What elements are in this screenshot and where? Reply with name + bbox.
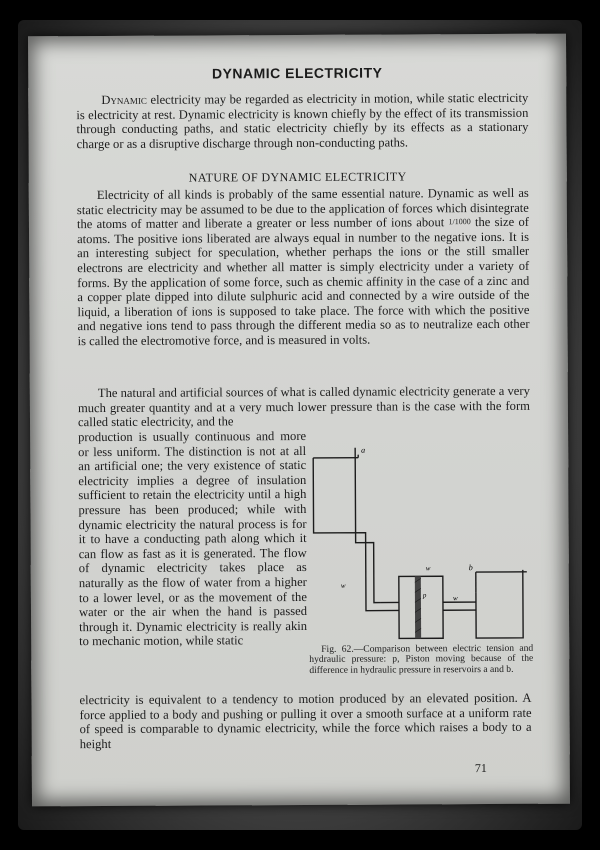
label-b: b <box>468 563 473 573</box>
sources-paragraph-continued: production is usually continuous and more or less uniform. The distinction is not at all an artificial one; the very existence of static electricity implies a degree of insulation sufficient to retain the electricity until a high pressure has been produced; while with dynamic electricity the natural process is for it to have a conducting path along which it can flow as fast as it is generated. The flow of dynamic electricity takes place as naturally as the flow of water from a higher to a lower level, or as the movement of the water or the air when the hand is passed through it. Dynamic electricity is really akin to mechanic motion, while static <box>78 428 308 649</box>
figure-caption: Fig. 62.—Comparison between electric tension and hydraulic pressure: p, Piston moving because of the difference in hydraulic pressure in reservoirs a and b. <box>309 642 534 677</box>
intro-lead: Dynamic <box>101 92 147 108</box>
label-w-left: w <box>340 581 346 590</box>
hydraulic-diagram <box>310 442 541 643</box>
intro-paragraph <box>76 91 528 152</box>
nature-text-b: the size of atoms. The positive ions liberated are always equal in number to the negative ions. It is an interesting subject for speculation, whether perhaps the ions or the still smaller electrons are electricity and whether all matter is simply electricity under a variety of forms. By the application of some force, such as chemic affinity in the case of a zinc and a copper plate dipped into dilute sulphuric acid and connected by a wire outside of the liquid, a liberation of ions is supposed to take place. The force with which the positive and negative ions tend to pass through the different media so as to neutralize each other is called the electromotive force, and is measured in volts. <box>77 214 530 349</box>
label-w-top: w <box>425 564 431 573</box>
book-page <box>28 34 570 807</box>
page-number: 71 <box>474 761 487 776</box>
fraction: 1/1000 <box>448 217 471 227</box>
left-reservoir-outer <box>313 458 381 611</box>
closing-paragraph: electricity is equivalent to a tendency to motion produced by an elevated position. A force applied to a body and pushing or pulling it over a smooth surface at a uniform rate of speed is comparable to dynamic electricity, while the force which raises a body to a height <box>79 690 532 751</box>
hydraulic-figure <box>310 442 541 643</box>
sources-paragraph: The natural and artificial sources of what is called dynamic electricity generate a very much greater quantity and at a very much lower pressure than is the case with the form called static electricity, and the <box>77 383 530 430</box>
intro-text: electricity may be regarded as electricity in motion, while static electricity is electricity at rest. Dynamic electricity is known chiefly by the effect of its transmission through conducting paths, and static electricity chiefly by its effects as a stationary charge or as a disruptive discharge through non-conducting paths. <box>76 90 529 151</box>
label-w-right: w <box>452 594 458 603</box>
pipe-inner <box>355 445 381 603</box>
section-heading: NATURE OF DYNAMIC ELECTRICITY <box>188 169 407 185</box>
nature-paragraph <box>77 186 530 349</box>
right-reservoir <box>476 570 523 638</box>
nature-text-a: Electricity of all kinds is probably of the same essential nature. Dynamic as well as static electricity may be assumed to be due to the application of forces which disintegrate the atoms of matter and liberate a greater or less number of ions about <box>76 185 529 232</box>
page-title: DYNAMIC ELECTRICITY <box>211 64 383 82</box>
label-a: a <box>361 445 366 455</box>
label-p: p <box>422 591 427 600</box>
